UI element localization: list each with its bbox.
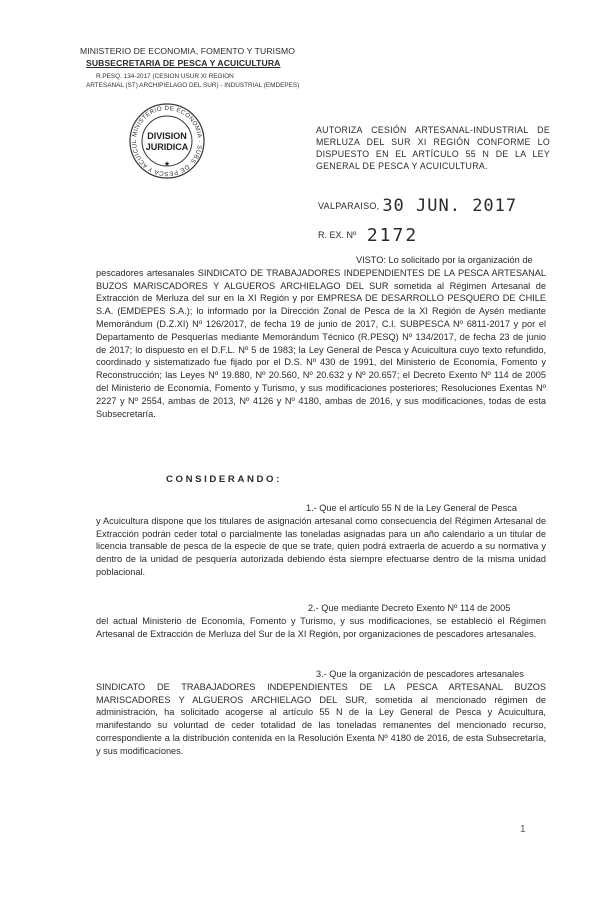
considerando-1-lead: 1.- Que el artículo 55 N de la Ley General de Pesca	[306, 503, 517, 513]
handwritten-date: 30 JUN. 2017	[382, 196, 518, 216]
resolution-number: 2172	[366, 225, 419, 246]
considerando-heading: CONSIDERANDO:	[166, 474, 282, 485]
visto-lead: Lo solicitado por la organización de	[385, 255, 533, 265]
subsecretaria-name: SUBSECRETARIA DE PESCA Y ACUICULTURA	[86, 58, 281, 68]
considerando-1	[96, 502, 546, 579]
place-date	[318, 196, 517, 216]
visto-label: VISTO:	[356, 255, 386, 265]
considerando-3-lead: 3.- Que la organización de pescadores artesanales	[316, 669, 524, 679]
stamp-center-line-1: DIVISION	[147, 131, 187, 141]
visto-body: pescadores artesanales SINDICATO DE TRABAJADORES INDEPENDIENTES DE LA PESCA ARTESANAL BUZOS MARISCADORES Y ALGUEROS ARCHIELAGO DEL SUR sometida al Régimen Artesanal de Extracción de Merluza del sur en la XI Región y por EMPRESA DE DESARROLLO PESQUERO DE CHILE S.A. (EMDEPES S.A.); lo informado por la Dirección Zonal de Pesca de la XI Región de Aysén mediante Memorándum (D.Z.XI) Nº 126/2017, de fecha 19 de junio de 2017, C.I. SUBPESCA Nº 6811-2017 y por el Departamento de Pesquerías mediante Memorándum Técnico (R.PESQ) Nº 134/2017, de fecha 23 de junio de 2017; lo dispuesto en el D.F.L. Nº 5 de 1983; la Ley General de Pesca y Acuicultura cuyo texto refundido, coordinado y sistematizado fue fijado por el D.S. Nº 430 de 1991, del Ministerio de Economía, Fomento y Reconstrucción; las Leyes Nº 19.880, Nº 20.560, Nº 20.632 y Nº 20.657; el Decreto Exento Nº 114 de 2005 del Ministerio de Economía, Fomento y Turismo, y sus modificaciones posteriores; Resoluciones Exentas Nº 2227 y Nº 2554, ambas de 2013, Nº 4126 y Nº 4180, ambas de 2016, y sus modificaciones, todas de esta Subsecretaría.	[96, 267, 546, 419]
considerando-2-lead: 2.- Que mediante Decreto Exento Nº 114 de 2005	[308, 603, 511, 613]
considerando-3	[96, 668, 546, 758]
reference-line-2: ARTESANAL (ST) ARCHIPIELAGO DEL SUR) - INDUSTRIAL (EMDEPES)	[86, 82, 300, 89]
stamp-ring-text: MINISTERIO DE ECONOMIA · SUBS. DE PESCA Y ACUICUL	[130, 104, 204, 178]
stamp-center-line-2: JURIDICA	[145, 142, 189, 152]
considerando-2	[96, 602, 546, 640]
page-mark: 1	[520, 824, 526, 835]
resolution-subject: AUTORIZA CESIÓN ARTESANAL-INDUSTRIAL DE MERLUZA DEL SUR XI REGIÓN CONFORME LO DISPUESTO EN EL ARTÍCULO 55 N DE LA LEY GENERAL DE PESCA Y ACUICULTURA.	[316, 125, 550, 171]
division-juridica-stamp	[128, 102, 206, 180]
ministry-name: MINISTERIO DE ECONOMIA, FOMENTO Y TURISMO	[80, 46, 295, 56]
considerando-1-body: y Acuicultura dispone que los titulares de asignación artesanal como consecuencia del Régimen Artesanal de Extracción podrán ceder total o parcialmente las toneladas asignadas para un año calendario a un titular de licencia transable de pesca de la especie de que se trate, quien podrá extraerla de acuerdo a su normativa y dentro de la unidad de pesquería autorizada debiendo ésta siempre efectuarse dentro de la misma unidad poblacional.	[96, 515, 546, 577]
considerando-2-body: del actual Ministerio de Economía, Fomento y Turismo, y sus modificaciones, se estableció el Régimen Artesanal de Extracción de Merluza del Sur de la XI Región, por organizaciones de pescadores artesanales.	[96, 615, 546, 639]
resolution-label: R. EX. Nº	[318, 230, 357, 240]
place: VALPARAISO,	[318, 201, 380, 211]
stamp-star-icon: ★	[163, 160, 171, 168]
resolution-number-line	[318, 225, 418, 246]
reference-line-1: R.PESQ. 134-2017 (CESION USUR XI REGION	[96, 73, 234, 80]
considerando-3-body: SINDICATO DE TRABAJADORES INDEPENDIENTES DE LA PESCA ARTESANAL BUZOS MARISCADORES Y ALGUEROS ARCHIELAGO DEL SUR, sometida al mencionado régimen de administración, ha solicitado acogerse al artículo 55 N de la Ley General de Pesca y Acuicultura, manifestando su voluntad de ceder totalidad de las toneladas remanentes del mencionado recurso, correspondiente a la distribución contenida en la Resolución Exenta Nº 4180 de 2016, de esta Subsecretaría, y sus modificaciones.	[96, 681, 546, 756]
visto-paragraph	[96, 254, 546, 420]
